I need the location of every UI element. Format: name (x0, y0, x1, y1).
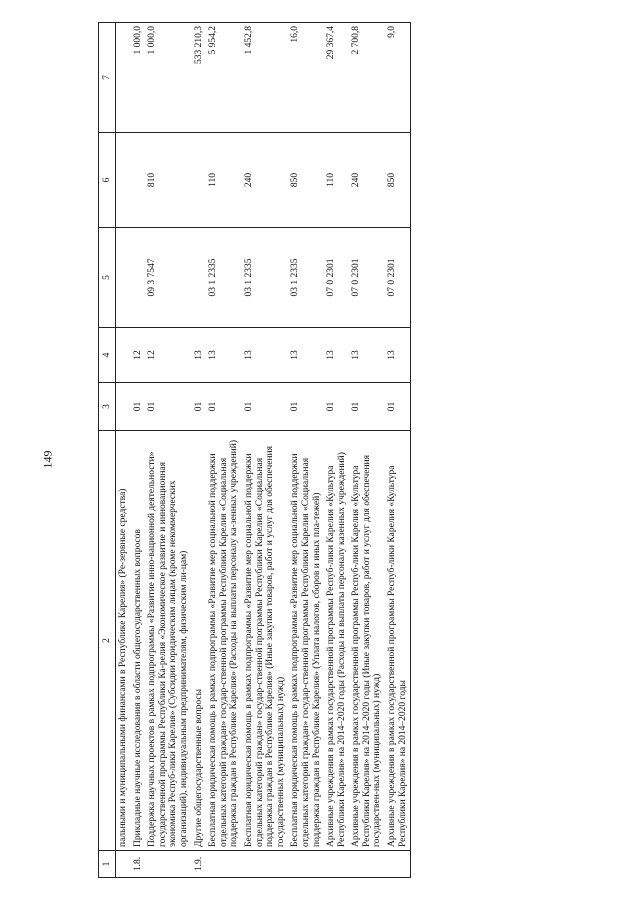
table-row (242, 23, 288, 878)
row-section: 01 (349, 383, 385, 431)
row-amount: 5 954,2 (206, 23, 242, 133)
row-expense-type (192, 133, 207, 228)
row-number (242, 851, 288, 878)
row-subsection: 13 (192, 328, 207, 383)
header-col-1: 1 (99, 851, 116, 878)
header-col-6: 6 (99, 133, 116, 228)
row-name: Поддержка научных проектов в рамках подпрограммы «Развитие инно-вационной деятельности» государственной программы Республики Ка-релия «Экономическое развитие и инновационная экономика Респуб-лики Карелия» (Субсидии юридическим лицам (кроме некоммерческих организаций), индивидуальным предпринимателям, физическим ли-цам) (145, 431, 191, 851)
table-row (288, 23, 324, 878)
table-row (385, 23, 411, 878)
row-target-article (131, 228, 146, 328)
row-section: 01 (324, 383, 349, 431)
row-target-article: 09 3 7547 (145, 228, 191, 328)
row-amount: 1 000,0 (145, 23, 191, 133)
header-row (99, 23, 116, 878)
header-col-5: 5 (99, 228, 116, 328)
table-row (349, 23, 385, 878)
row-name: Архивные учреждения в рамках государственной программы Респуб-лики Карелия «Культура Республики Карелия» на 2014–2020 годы (Расходы на выплаты персоналу казенных учреждений) (324, 431, 349, 851)
row-subsection: 13 (288, 328, 324, 383)
row-expense-type: 110 (206, 133, 242, 228)
row-name: Бесплатная юридическая помощь в рамках подпрограммы «Развитие мер социальной поддержки отдельных категорий граждан» государ-ственной программы Республики Карелия «Социальная поддержка граждан в Республике Карелия» (Расходы на выплаты персоналу ка-зенных учреждений) (206, 431, 242, 851)
row-number (349, 851, 385, 878)
row-name: Архивные учреждения в рамках государственной программы Респуб-лики Карелия «Культура Республики Карелия» на 2014–2020 годы (385, 431, 411, 851)
row-name: Прикладные научные исследования в области общегосударственных вопросов (131, 431, 146, 851)
row-subsection: 13 (242, 328, 288, 383)
row-section: 01 (206, 383, 242, 431)
row-target-article: 07 0 2301 (324, 228, 349, 328)
row-name: Другие общегосударственные вопросы (192, 431, 207, 851)
row-amount: 1 452,8 (242, 23, 288, 133)
header-col-4: 4 (99, 328, 116, 383)
budget-table (98, 22, 411, 878)
row-amount: 16,0 (288, 23, 324, 133)
row-section (116, 383, 131, 431)
row-expense-type: 110 (324, 133, 349, 228)
header-col-2: 2 (99, 431, 116, 851)
row-section: 01 (131, 383, 146, 431)
table-row (131, 23, 146, 878)
table-row (324, 23, 349, 878)
row-section: 01 (145, 383, 191, 431)
row-target-article: 07 0 2301 (349, 228, 385, 328)
row-expense-type: 850 (385, 133, 411, 228)
row-name: Бесплатная юридическая помощь в рамках подпрограммы «Развитие мер социальной поддержки отдельных категорий граждан» государ-ственной программы Республики Карелия «Социальная поддержка граждан в Республике Карелия» (Уплата налогов, сборов и иных пла-тежей) (288, 431, 324, 851)
page-number: 149 (40, 450, 55, 469)
row-name: Архивные учреждения в рамках государственной программы Респуб-лики Карелия «Культура Республики Карелия» на 2014–2020 годы (Иные закупки товаров, работ и услуг для обеспечения государствен-ных (муниципальных) нужд) (349, 431, 385, 851)
row-subsection: 13 (324, 328, 349, 383)
row-expense-type: 810 (145, 133, 191, 228)
row-section: 01 (385, 383, 411, 431)
row-amount: 2 700,8 (349, 23, 385, 133)
row-subsection: 13 (206, 328, 242, 383)
row-name: пальными и муниципальными финансами в Республике Карелия» (Ре-зервные средства) (116, 431, 131, 851)
row-subsection: 13 (385, 328, 411, 383)
row-target-article (116, 228, 131, 328)
row-subsection: 12 (131, 328, 146, 383)
row-number (116, 851, 131, 878)
row-number (145, 851, 191, 878)
header-col-3: 3 (99, 383, 116, 431)
row-expense-type: 240 (242, 133, 288, 228)
row-amount (116, 23, 131, 133)
row-amount: 29 367,4 (324, 23, 349, 133)
row-target-article: 03 1 2335 (206, 228, 242, 328)
row-expense-type (116, 133, 131, 228)
row-expense-type: 240 (349, 133, 385, 228)
row-number (385, 851, 411, 878)
row-target-article: 07 0 2301 (385, 228, 411, 328)
rotated-table-container (98, 23, 558, 878)
row-number: 1.8. (131, 851, 146, 878)
row-section: 01 (192, 383, 207, 431)
table-row (192, 23, 207, 878)
row-amount: 533 210,3 (192, 23, 207, 133)
row-number (288, 851, 324, 878)
row-expense-type (131, 133, 146, 228)
table-row (145, 23, 191, 878)
row-number: 1.9. (192, 851, 207, 878)
row-subsection (116, 328, 131, 383)
row-section: 01 (288, 383, 324, 431)
table-row (206, 23, 242, 878)
row-target-article: 03 1 2335 (242, 228, 288, 328)
row-amount: 1 000,0 (131, 23, 146, 133)
row-number (206, 851, 242, 878)
header-col-7: 7 (99, 23, 116, 133)
row-amount: 9,0 (385, 23, 411, 133)
row-section: 01 (242, 383, 288, 431)
table-row (116, 23, 131, 878)
row-name: Бесплатная юридическая помощь в рамках подпрограммы «Развитие мер социальной поддержки отдельных категорий граждан» государ-ственной программы Республики Карелия «Социальная поддержка граждан в Республике Карелия» (Иные закупки товаров, работ и услуг для обеспечения государственных (муниципальных) нужд) (242, 431, 288, 851)
row-subsection: 12 (145, 328, 191, 383)
row-subsection: 13 (349, 328, 385, 383)
row-expense-type: 850 (288, 133, 324, 228)
row-target-article: 03 1 2335 (288, 228, 324, 328)
row-number (324, 851, 349, 878)
row-target-article (192, 228, 207, 328)
